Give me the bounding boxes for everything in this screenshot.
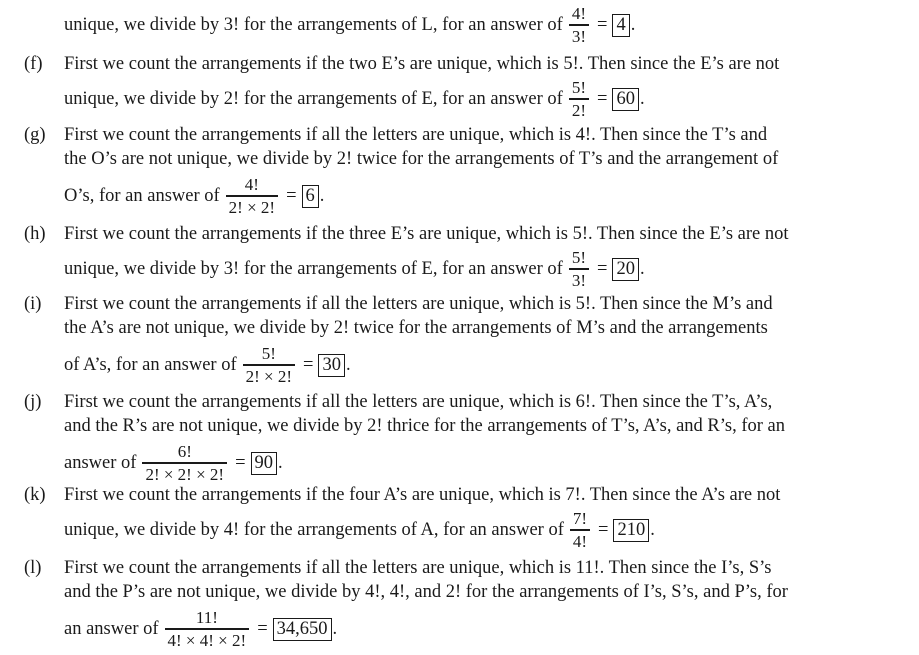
equals-sign: = — [286, 185, 297, 206]
boxed-answer: 90 — [251, 452, 278, 475]
line-text: the O’s are not unique, we divide by 2! twice for the arrangements of T’s and the arrangement of — [64, 149, 779, 169]
answer-line — [64, 173, 324, 219]
boxed-answer: 30 — [318, 354, 345, 377]
boxed-answer: 34,650 — [273, 618, 332, 641]
equals-sign: = — [303, 354, 314, 375]
boxed-answer: 60 — [612, 88, 639, 111]
item-label: (l) — [24, 558, 42, 578]
denominator: 2! × 2! — [245, 366, 293, 386]
period: . — [630, 14, 636, 35]
denominator: 2! × 2! — [228, 197, 276, 217]
denominator: 4! × 4! × 2! — [167, 630, 247, 650]
line-text: First we count the arrangements if the four A’s are unique, which is 7!. Then since the A’s are not — [64, 485, 781, 505]
equals-sign: = — [597, 88, 608, 109]
answer-line — [64, 342, 351, 388]
numerator: 11! — [195, 608, 218, 628]
line-text: and the R’s are not unique, we divide by 2! thrice for the arrangements of T’s, A’s, and R’s, for an — [64, 416, 785, 436]
item-label: (i) — [24, 294, 42, 314]
boxed-answer: 210 — [613, 519, 649, 542]
line-text: First we count the arrangements if all the letters are unique, which is 5!. Then since the M’s and — [64, 294, 773, 314]
answer-line — [64, 2, 635, 48]
equals-sign: = — [257, 618, 268, 639]
line-text: unique, we divide by 3! for the arrangements of L, for an answer of — [64, 14, 563, 35]
period: . — [345, 354, 351, 375]
line-text: and the P’s are not unique, we divide by 4!, 4!, and 2! for the arrangements of I’s, S’s, and P’s, for — [64, 582, 788, 602]
equals-sign: = — [597, 14, 608, 35]
fraction — [569, 249, 589, 288]
boxed-answer: 20 — [612, 258, 639, 281]
item-label: (j) — [24, 392, 42, 412]
fraction — [165, 609, 250, 648]
period: . — [319, 185, 325, 206]
fraction — [569, 79, 589, 118]
line-text: O’s, for an answer of — [64, 185, 220, 206]
period: . — [650, 519, 655, 540]
line-text: the A’s are not unique, we divide by 2! twice for the arrangements of M’s and the arrangements — [64, 318, 768, 338]
denominator: 2! — [571, 100, 586, 120]
period: . — [278, 452, 283, 473]
line-text: First we count the arrangements if all the letters are unique, which is 4!. Then since the T’s and — [64, 125, 768, 145]
denominator: 2! × 2! × 2! — [145, 464, 225, 484]
answer-line — [64, 76, 645, 122]
line-text: First we count the arrangements if the two E’s are unique, which is 5!. Then since the E’s are not — [64, 54, 780, 74]
fraction — [569, 5, 589, 44]
fraction — [570, 510, 590, 549]
item-label: (h) — [24, 224, 46, 244]
period: . — [332, 618, 338, 639]
period: . — [639, 258, 645, 279]
boxed-answer: 4 — [612, 14, 629, 37]
line-text: an answer of — [64, 618, 159, 639]
line-text: First we count the arrangements if the three E’s are unique, which is 5!. Then since the E’s are not — [64, 224, 789, 244]
answer-line — [64, 606, 337, 652]
line-text: unique, we divide by 4! for the arrangements of A, for an answer of — [64, 519, 564, 540]
line-text: answer of — [64, 452, 137, 473]
boxed-answer: 6 — [302, 185, 319, 208]
numerator: 6! — [177, 442, 192, 462]
answer-line — [64, 440, 283, 486]
numerator: 7! — [572, 509, 588, 529]
fraction — [226, 176, 278, 215]
numerator: 5! — [261, 344, 276, 364]
numerator: 4! — [244, 175, 259, 195]
numerator: 4! — [571, 4, 586, 24]
equals-sign: = — [235, 452, 246, 473]
item-label: (k) — [24, 485, 46, 505]
denominator: 3! — [571, 270, 586, 290]
line-text: First we count the arrangements if all the letters are unique, which is 11!. Then since the I’s, S’s — [64, 558, 772, 578]
line-text: of A’s, for an answer of — [64, 354, 237, 375]
fraction — [243, 345, 295, 384]
item-label: (f) — [24, 54, 43, 74]
equals-sign: = — [598, 519, 609, 540]
line-text: unique, we divide by 2! for the arrangements of E, for an answer of — [64, 88, 563, 109]
denominator: 4! — [572, 531, 588, 551]
denominator: 3! — [571, 26, 586, 46]
line-text: unique, we divide by 3! for the arrangements of E, for an answer of — [64, 258, 563, 279]
line-text: First we count the arrangements if all the letters are unique, which is 6!. Then since the T’s, A’s, — [64, 392, 773, 412]
answer-line — [64, 507, 655, 553]
period: . — [639, 88, 645, 109]
equals-sign: = — [597, 258, 608, 279]
fraction — [142, 443, 227, 482]
numerator: 5! — [571, 248, 586, 268]
numerator: 5! — [571, 78, 586, 98]
item-label: (g) — [24, 125, 46, 145]
answer-line — [64, 246, 645, 292]
